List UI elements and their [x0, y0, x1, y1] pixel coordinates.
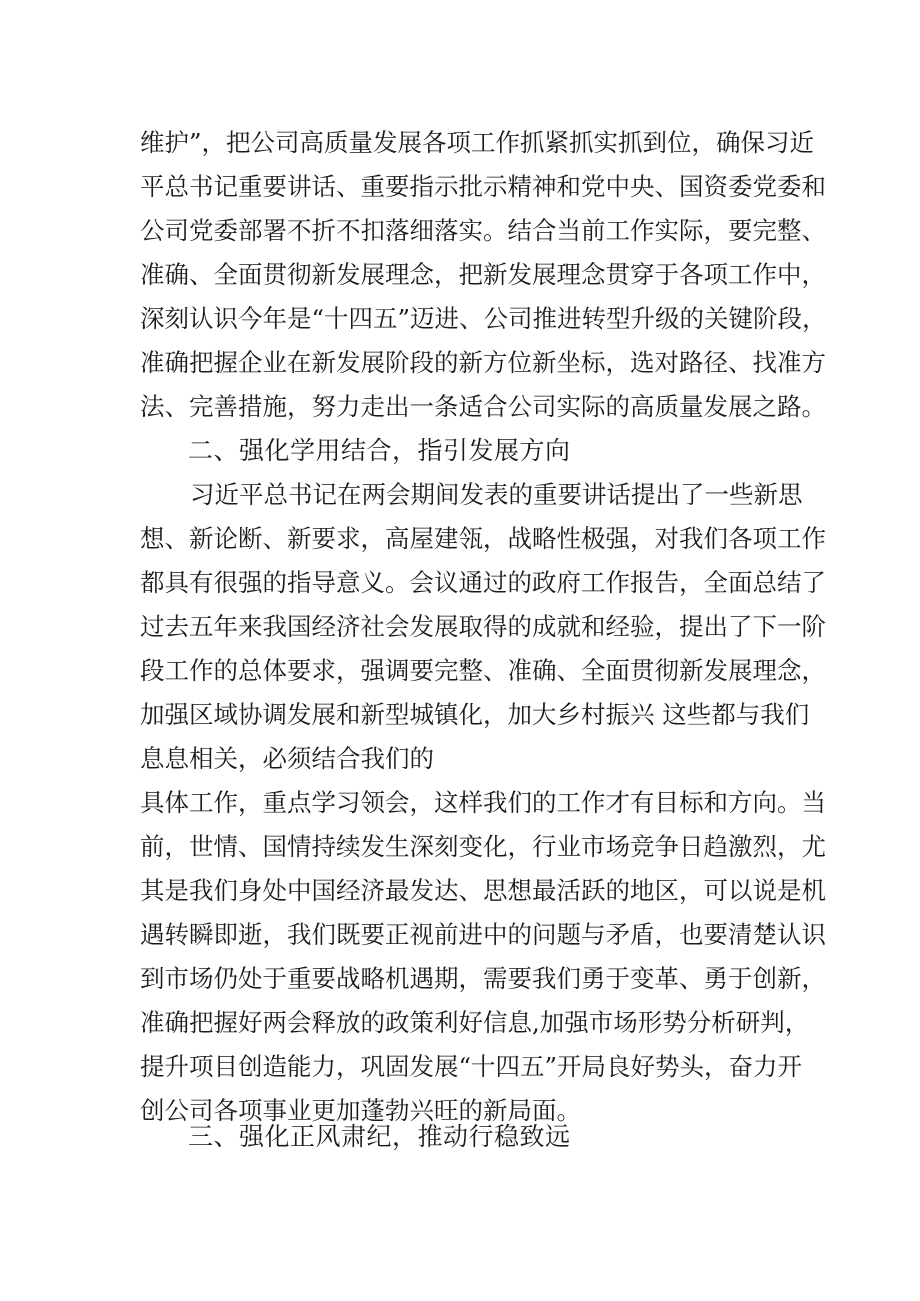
paragraph-2-line: 段工作的总体要求，强调要完整、准确、全面贯彻新发展理念，: [140, 656, 826, 685]
paragraph-1-line: 准确把握企业在新发展阶段的新方位新坐标，选对路径、找准方: [140, 348, 826, 377]
paragraph-2-line: 想、新论断、新要求，高屋建瓴，战略性极强，对我们各项工作: [140, 524, 826, 553]
paragraph-2-line: 过去五年来我国经济社会发展取得的成就和经验，提出了下一阶: [140, 612, 826, 641]
paragraph-1-line: 准确、全面贯彻新发展理念，把新发展理念贯穿于各项工作中，: [140, 260, 826, 289]
paragraph-2-line: 息息相关，必须结合我们的: [140, 744, 434, 773]
paragraph-3-line: 提升项目创造能力，巩固发展“十四五”开局良好势头，奋力开: [140, 1052, 803, 1081]
section-heading-3: 三、强化正风肃纪，推动行稳致远: [188, 1122, 571, 1151]
section-heading-2: 二、强化学用结合，指引发展方向: [188, 436, 571, 465]
paragraph-2-line: 都具有很强的指导意义。会议通过的政府工作报告，全面总结了: [140, 568, 826, 597]
paragraph-3-line: 创公司各项事业更加蓬勃兴旺的新局面。: [140, 1096, 581, 1125]
paragraph-3-line: 遇转瞬即逝，我们既要正视前进中的问题与矛盾，也要清楚认识: [140, 920, 826, 949]
paragraph-3-line: 其是我们身处中国经济最发达、思想最活跃的地区，可以说是机: [140, 876, 826, 905]
paragraph-2-line: 习近平总书记在两会期间发表的重要讲话提出了一些新思: [190, 480, 803, 509]
paragraph-1-line: 深刻认识今年是“十四五”迈进、公司推进转型升级的关键阶段，: [140, 304, 827, 333]
paragraph-3-line: 准确把握好两会释放的政策利好信息,加强市场形势分析研判，: [140, 1008, 810, 1037]
paragraph-3-line: 前，世情、国情持续发生深刻变化，行业市场竞争日趋激烈，尤: [140, 832, 826, 861]
paragraph-1-line: 法、完善措施，努力走出一条适合公司实际的高质量发展之路。: [140, 392, 826, 421]
paragraph-2-line: 加强区域协调发展和新型城镇化，加大乡村振兴 这些都与我们: [140, 700, 810, 729]
paragraph-1-line: 公司党委部署不折不扣落细落实。结合当前工作实际，要完整、: [140, 216, 826, 245]
paragraph-1-line: 平总书记重要讲话、重要指示批示精神和党中央、国资委党委和: [140, 172, 826, 201]
paragraph-3-line: 到市场仍处于重要战略机遇期，需要我们勇于变革、勇于创新，: [140, 964, 826, 993]
paragraph-1-line: 维护”，把公司高质量发展各项工作抓紧抓实抓到位，确保习近: [140, 128, 815, 157]
paragraph-3-line: 具体工作，重点学习领会，这样我们的工作才有目标和方向。当: [140, 788, 826, 817]
